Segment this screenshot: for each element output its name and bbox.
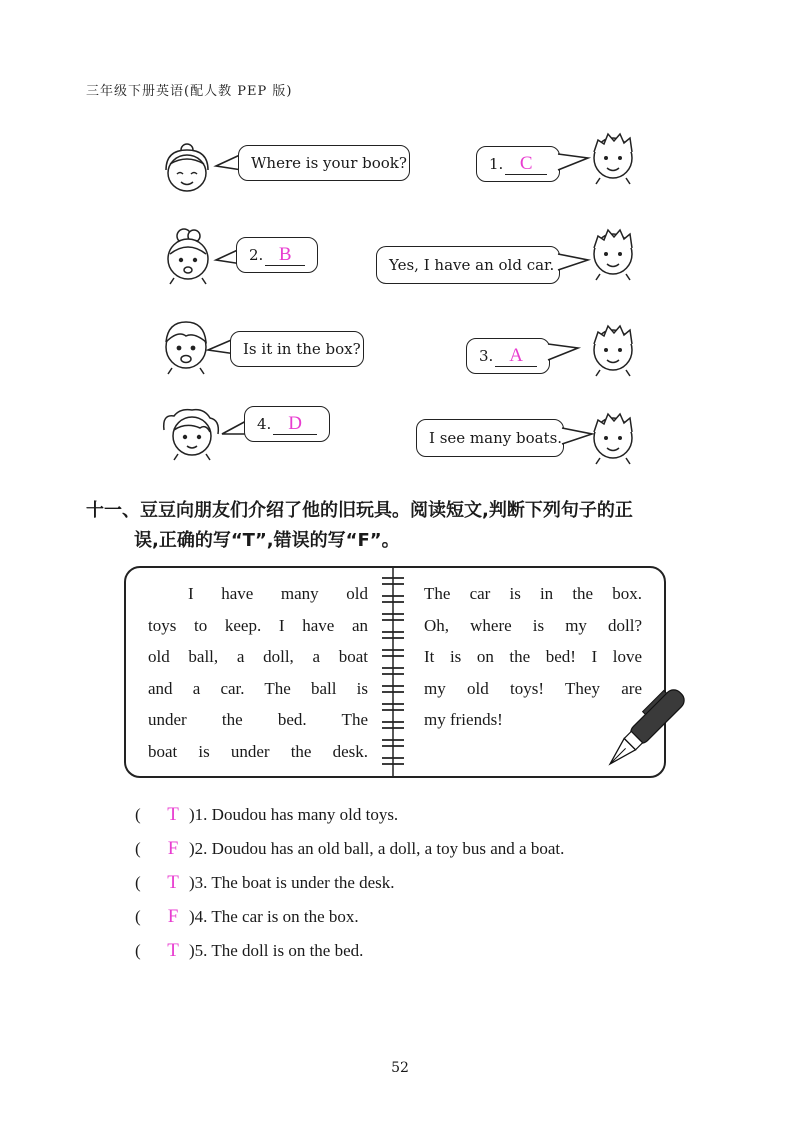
question-row (135, 936, 363, 966)
blank-number: 1. (489, 154, 504, 173)
answer-blank[interactable] (495, 346, 537, 367)
girl-face-icon (160, 226, 218, 286)
boy-face-icon (586, 408, 640, 466)
open-paren: ( (135, 873, 141, 892)
boy-face-icon (586, 320, 640, 378)
page-header: 三年级下册英语(配人教 PEP 版) (86, 84, 293, 99)
bubble-text: Where is your book? (251, 153, 407, 172)
passage-left-column (148, 578, 368, 767)
bubble-tail-icon (556, 250, 590, 274)
page-number: 52 (391, 1060, 409, 1076)
speech-bubble-3 (236, 237, 318, 273)
bubble-text: Yes, I have an old car. (389, 255, 555, 274)
blank-number: 2. (249, 245, 264, 264)
question-row (135, 800, 398, 830)
answer-blank[interactable] (273, 414, 317, 435)
bubble-tail-icon (556, 150, 590, 174)
blank-number: 4. (257, 414, 272, 433)
answer-blank[interactable] (265, 245, 305, 266)
passage-line: toys to keep. I have an (148, 615, 368, 635)
answer-text: C (519, 152, 533, 174)
tf-answer[interactable]: F (167, 838, 179, 859)
answer-text: B (278, 243, 292, 265)
open-paren: ( (135, 941, 141, 960)
passage-line: old ball, a doll, a boat (148, 647, 368, 666)
spiral-binding-icon (378, 568, 408, 778)
passage-line: my friends! (424, 710, 503, 729)
passage-line: I have many old (188, 584, 368, 603)
question-row (135, 834, 564, 864)
bubble-tail-icon (546, 340, 580, 364)
question-row (135, 868, 395, 898)
tf-answer[interactable]: T (167, 804, 179, 825)
question-text: )5. The doll is on the bed. (189, 941, 364, 960)
passage-line: Oh, where is my doll? (424, 615, 642, 635)
speech-bubble-7 (244, 406, 330, 442)
instruction-line-2: 误,正确的写“T”,错误的写“F”。 (134, 530, 400, 551)
passage-line: my old toys! They are (424, 678, 642, 698)
instruction-line-1: 十一、豆豆向朋友们介绍了他的旧玩具。阅读短文,判断下列句子的正 (86, 500, 633, 521)
answer-text: A (509, 344, 524, 366)
section-instructions (86, 496, 726, 556)
speech-bubble-6 (466, 338, 550, 374)
speech-bubble-8 (416, 419, 564, 457)
tf-answer[interactable]: T (167, 940, 179, 961)
open-paren: ( (135, 805, 141, 824)
bubble-text: I see many boats. (429, 428, 563, 447)
bubble-text: Is it in the box? (243, 339, 361, 358)
speech-bubble-5 (230, 331, 364, 367)
passage-line: The car is in the box. (424, 584, 642, 603)
open-paren: ( (135, 907, 141, 926)
passage-line: under the bed. The (148, 710, 368, 729)
boy-face-icon (586, 128, 640, 186)
tf-answer[interactable]: F (167, 906, 179, 927)
blank-number: 3. (479, 346, 494, 365)
speech-bubble-1 (238, 145, 410, 181)
boy-face-icon (586, 224, 640, 282)
question-text: )4. The car is on the box. (189, 907, 359, 926)
passage-line: It is on the bed! I love (424, 647, 642, 666)
girl-face-icon (160, 406, 222, 462)
passage-line: boat is under the desk. (148, 741, 368, 761)
question-row (135, 902, 359, 932)
tf-answer[interactable]: T (167, 872, 179, 893)
question-text: )2. Doudou has an old ball, a doll, a toy bus and a boat. (189, 839, 565, 858)
answer-blank[interactable] (505, 154, 547, 175)
speech-bubble-4 (376, 246, 560, 284)
question-text: )1. Doudou has many old toys. (189, 805, 399, 824)
passage-line: and a car. The ball is (148, 678, 368, 698)
question-text: )3. The boat is under the desk. (189, 873, 395, 892)
answer-text: D (288, 412, 303, 434)
speech-bubble-2 (476, 146, 560, 182)
girl-face-icon (160, 140, 216, 196)
fountain-pen-icon (596, 682, 692, 778)
open-paren: ( (135, 839, 141, 858)
